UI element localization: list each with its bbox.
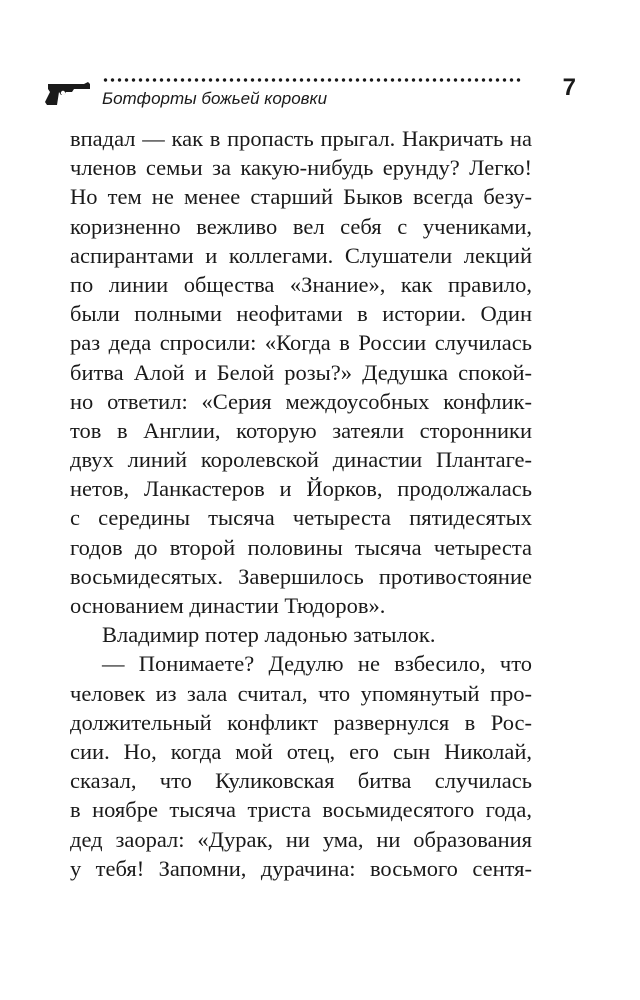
text-line: коризненно вежливо вел себя с учениками, xyxy=(70,213,532,239)
text-line: должительный конфликт развернулся в Рос- xyxy=(70,709,532,735)
text-line: у тебя! Запомни, дурачина: восьмого сентя- xyxy=(70,855,532,881)
text-line: битва Алой и Белой розы?» Дедушка спокой- xyxy=(70,359,532,385)
text-line: членов семьи за какую-нибудь ерунду? Легко! xyxy=(70,155,532,181)
text-line: человек из зала считал, что упомянутый про- xyxy=(70,680,532,706)
text-line: сии. Но, когда мой отец, его сын Николай, xyxy=(70,738,532,764)
revolver-icon xyxy=(44,80,92,106)
dotted-rule xyxy=(102,76,522,84)
text-line: восьмидесятых. Завершилось противостояние xyxy=(70,563,532,589)
text-line: нетов, Ланкастеров и Йорков, продолжалась xyxy=(70,476,532,502)
running-title: Ботфорты божьей коровки xyxy=(102,89,328,108)
text-line: с середины тысяча четыреста пятидесятых xyxy=(70,505,532,531)
text-line: но ответил: «Серия междоусобных конфлик- xyxy=(70,388,532,414)
text-line: сказал, что Куликовская битва случилась xyxy=(70,768,532,794)
text-line: годов до второй половины тысяча четыреста xyxy=(70,534,532,560)
text-line: по линии общества «Знание», как правило, xyxy=(70,271,532,297)
body-text xyxy=(70,124,532,883)
text-line: раз деда спросили: «Когда в России случилась xyxy=(70,330,532,356)
page-number: 7 xyxy=(562,74,576,101)
page-header xyxy=(44,70,576,118)
text-line: аспирантами и коллегами. Слушатели лекций xyxy=(70,242,532,268)
text-line: в ноябре тысяча триста восьмидесятого года, xyxy=(70,797,532,823)
text-line: — Понимаете? Дедулю не взбесило, что xyxy=(102,651,532,677)
text-line: тов в Англии, которую затеяли сторонники xyxy=(70,417,532,443)
text-line: Но тем не менее старший Быков всегда безу- xyxy=(70,184,532,210)
text-line: двух линий королевской династии Плантаге- xyxy=(70,447,532,473)
text-line: основанием династии Тюдоров». xyxy=(70,593,386,618)
text-line: были полными неофитами в истории. Один xyxy=(70,301,532,327)
text-line: впадал — как в пропасть прыгал. Накричать на xyxy=(70,126,532,151)
text-line: Владимир потер ладонью затылок. xyxy=(102,622,436,648)
text-line: дед заорал: «Дурак, ни ума, ни образования xyxy=(70,826,532,852)
